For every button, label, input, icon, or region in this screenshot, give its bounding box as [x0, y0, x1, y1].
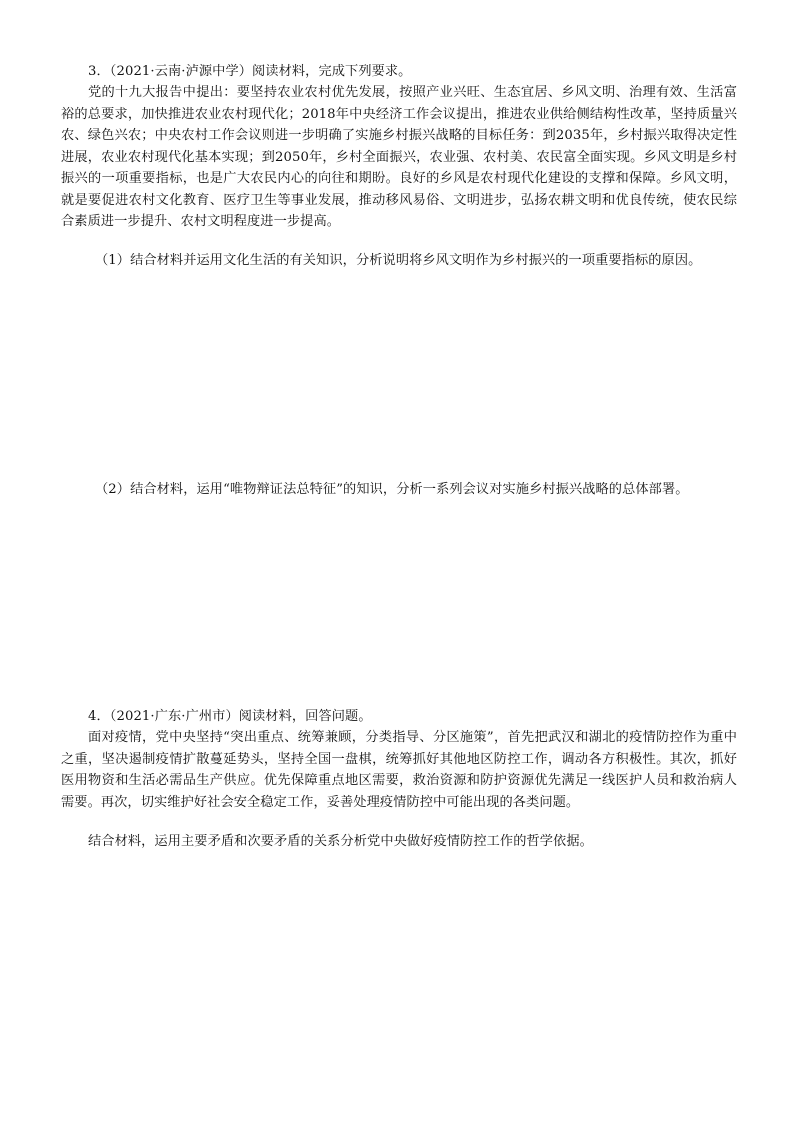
question-4-prompt: 结合材料，运用主要矛盾和次要矛盾的关系分析党中央做好疫情防控工作的哲学依据。 — [88, 834, 593, 849]
question-4-header: 4．（2021·广东·广州市）阅读材料，回答问题。 — [88, 709, 372, 724]
question-3-material: 党的十九大报告中提出：要坚持农业农村优先发展，按照产业兴旺、生态宜居、乡风文明、治理有效、生活富裕的总要求，加快推进农业农村现代化；2018年中央经济工作会议提出，推进农业供给侧结构性改革，坚持质量兴农、绿色兴农；中央农村工作会议则进一步明确了实施乡村振兴战略的目标任务：到2035年，乡村振兴取得决定性进展，农业农村现代化基本实现；到2050年，乡村全面振兴，农业强、农村美、农民富全面实现。乡风文明是乡村振兴的一项重要指标，也是广大农民内心的向往和期盼。良好的乡风是农村现代化建设的支撑和保障。乡风文明，就是要促进农村文化教育、医疗卫生等事业发展，推动移风易俗、文明进步，弘扬农耕文明和优良传统，使农民综合素质进一步提升、农村文明程度进一步提高。 — [61, 85, 737, 229]
question-4-material: 面对疫情，党中央坚持“突出重点、统筹兼顾，分类指导、分区施策”，首先把武汉和湖北的疫情防控作为重中之重，坚决遏制疫情扩散蔓延势头，坚持全国一盘棋，统筹抓好其他地区防控工作，调动各方积极性。其次，抓好医用物资和生活必需品生产供应。优先保障重点地区需要，救治资源和防护资源优先满足一线医护人员和救治病人需要。再次，切实维护好社会安全稳定工作，妥善处理疫情防控中可能出现的各类问题。 — [61, 730, 737, 810]
question-3-header: 3．（2021·云南·泸源中学）阅读材料，完成下列要求。 — [88, 64, 412, 79]
question-3-subquestion-2: （2）结合材料，运用“唯物辩证法总特征”的知识，分析一系列会议对实施乡村振兴战略的总体部署。 — [95, 482, 689, 497]
question-3-subquestion-1: （1）结合材料并运用文化生活的有关知识，分析说明将乡风文明作为乡村振兴的一项重要指标的原因。 — [95, 253, 702, 268]
